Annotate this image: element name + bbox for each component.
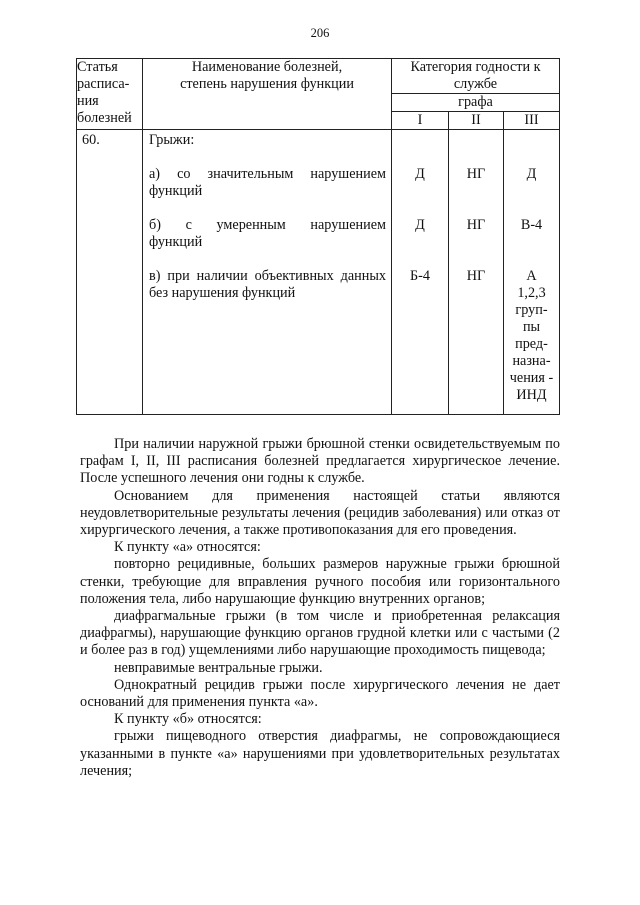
paragraph: Основанием для применения настоящей статьи являются неудовлетворительные результаты лечения (рецидив заболевания) или отказ от хирургического лечения, а также противопоказания для его проведения. bbox=[80, 487, 560, 539]
grafa-3-values: Д В-4 А 1,2,3 груп- пы пред- назна- чения - ИНД bbox=[504, 130, 560, 415]
row-a-label: а) со значительным нарушением функций bbox=[149, 166, 386, 199]
header-col-1: I bbox=[392, 112, 449, 130]
paragraph: невправимые вентральные грыжи. bbox=[114, 659, 323, 676]
paragraph: Однократный рецидив грыжи после хирургического лечения не дает оснований для применения пункта «а». bbox=[80, 676, 560, 711]
header-fitness-category: Категория годности к службе bbox=[392, 59, 560, 94]
paragraph: грыжи пищеводного отверстия диафрагмы, не сопровождающиеся указанными в пункте «а» нарушениями при удовлетворительных результатах лечения; bbox=[80, 728, 560, 779]
header-grafa: графа bbox=[392, 94, 560, 112]
row-c-label: в) при наличии объективных данных без нарушения функций bbox=[149, 268, 386, 301]
row-b-label: б) с умеренным нарушением функций bbox=[149, 217, 386, 250]
paragraph: повторно рецидивные, больших размеров наружные грыжи брюшной стенки, требующие для вправления ручного пособия или горизонтального положения тела, либо нарушающие функцию внутренних органов; bbox=[80, 556, 560, 607]
article-number: 60. bbox=[77, 130, 143, 415]
paragraph: К пункту «а» относятся: bbox=[114, 539, 261, 556]
paragraph: диафрагмальные грыжи (в том числе и приобретенная релаксация диафрагмы), нарушающие функцию органов грудной клетки или с частыми (2 и более раз в год) ущемлениями либо нарушающие проходимость пищевода; bbox=[80, 608, 560, 659]
paragraph: При наличии наружной грыжи брюшной стенки освидетельствуемым по графам I, II, III расписания болезней предлагается хирургическое лечение. После успешного лечения они годны к службе. bbox=[80, 436, 560, 487]
body-text bbox=[80, 436, 560, 780]
page-number: 206 bbox=[310, 26, 330, 40]
header-article: Статья расписа- ния болезней bbox=[77, 59, 143, 130]
disease-title: Грыжи: bbox=[149, 132, 195, 148]
paragraph: К пункту «б» относятся: bbox=[114, 711, 262, 728]
header-disease-name: Наименование болезней, степень нарушения функции bbox=[143, 59, 392, 130]
grafa-2-values: НГ НГ НГ bbox=[449, 130, 504, 415]
schedule-table bbox=[76, 58, 560, 415]
grafa-1-values: Д Д Б-4 bbox=[392, 130, 449, 415]
header-col-3: III bbox=[504, 112, 560, 130]
disease-description bbox=[143, 130, 392, 415]
header-col-2: II bbox=[449, 112, 504, 130]
